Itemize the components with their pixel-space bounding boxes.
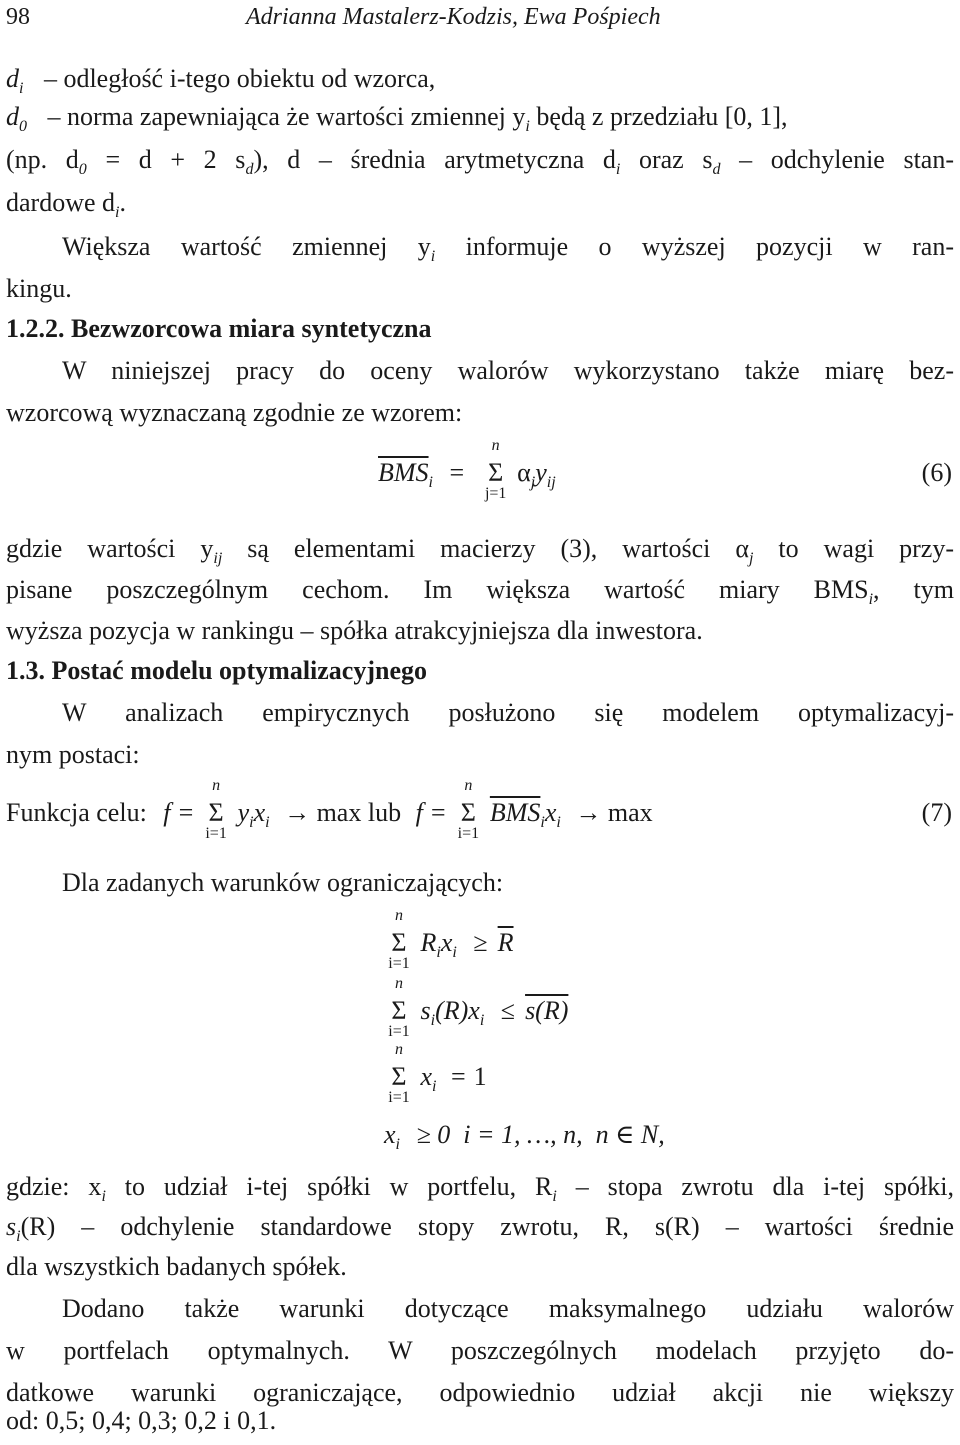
sum-operator: Σ n i=1 (388, 1041, 410, 1106)
sum-operator: Σ n i=1 (205, 777, 227, 842)
paragraph-4-line-2: nym postaci: (6, 740, 140, 769)
sum-operator: Σ n i=1 (388, 907, 410, 972)
constraint-4: $x_i \ge 0$ i = 1, …, n, n ∈ N, (384, 1120, 665, 1153)
paragraph-6-line-2: w portfelach optymalnych. W poszczególnych modelach przyjęto do- (6, 1336, 954, 1365)
constraint-2: Σ n i=1 $s_i(R)x_i \le s(R)$ (384, 994, 568, 1028)
equation-number-7: (7) (921, 798, 952, 827)
paragraph-1-end: kingu. (6, 274, 72, 303)
text-line-3: (np. $d_0 = d + 2$ $s_d$), d – średnia arytmetyczna $d_i$ oraz $s_d$ – odchylenie stan- (6, 145, 955, 178)
paragraph-6-line-4: od: 0,5; 0,4; 0,3; 0,2 i 0,1. (6, 1406, 277, 1435)
paragraph-2-line-2: wzorcową wyznaczaną zgodnie ze wzorem: (6, 398, 463, 427)
running-header: Adrianna Mastalerz-Kodzis, Ewa Pośpiech (246, 4, 661, 30)
sum-operator: Σ n i=1 (457, 777, 480, 842)
paragraph-1: Większa wartość zmiennej $y_i$ informuje o wyższej pozycji w ran- (62, 232, 954, 265)
paragraph-2-line-1: W niniejszej pracy do oceny walorów wykorzystano także miarę bez- (62, 356, 954, 385)
equation-number-6: (6) (921, 458, 952, 487)
constraints-intro: Dla zadanych warunków ograniczających: (62, 868, 504, 897)
paragraph-4-line-1: W analizach empirycznych posłużono się modelem optymalizacyj- (62, 698, 954, 727)
paragraph-6-line-1: Dodano także warunki dotyczące maksymalnego udziału walorów (62, 1294, 954, 1323)
paragraph-5-line-1: gdzie: $x_i$ to udział i-tej spółki w portfelu, $R_i$ – stopa zwrotu dla i-tej spółki, (6, 1172, 955, 1205)
paragraph-3-line-3: wyższa pozycja w rankingu – spółka atrakcyjniejsza dla inwestora. (6, 616, 703, 645)
paragraph-5-line-3: dla wszystkich badanych spółek. (6, 1252, 347, 1281)
text-line-4: dardowe $d_i$. (6, 188, 126, 221)
section-heading-1-2-2: 1.2.2. Bezwzorcowa miara syntetyczna (6, 314, 432, 343)
section-heading-1-3: 1.3. Postać modelu optymalizacyjnego (6, 656, 428, 685)
definition-d0: $d_0$ – norma zapewniająca że wartości zmiennej $y_i$ będą z przedziału [0, 1], (6, 102, 788, 135)
constraint-1: Σ n i=1 $R_ix_i \ge \overline{R}$ (384, 926, 514, 960)
paragraph-3-line-2: pisane poszczególnym cechom. Im większa wartość miary $BMS_i$, tym (6, 575, 954, 608)
sum-operator: Σ n j=1 (484, 437, 507, 502)
paragraph-6-line-3: datkowe warunki ograniczające, odpowiednio udział akcji nie większy (6, 1378, 954, 1407)
constraint-3: Σ n i=1 $x_i = 1$ (384, 1060, 487, 1094)
equation-7: Funkcja celu: f = Σ n i=1 $y_ix_i \to \max$ lub f = Σ n i=1 $\overline{BMS}_ix_i \to \max$ (6, 777, 653, 842)
equation-6: $\overline{BMS}_i = \Sigma$ n j=1 $\alpha_jy_{ij}$ (378, 437, 556, 502)
paragraph-3-line-1: gdzie wartości $y_{ij}$ są elementami macierzy (3), wartości $\alpha_j$ to wagi przy- (6, 534, 955, 567)
paragraph-5-line-2: $s_i(R)$ – odchylenie standardowe stopy zwrotu, R, s(R) – wartości średnie (6, 1212, 954, 1245)
page-number: 98 (6, 4, 30, 30)
sum-operator: Σ n i=1 (388, 975, 410, 1040)
definition-di: $d_i$ – odległość i-tego obiektu od wzorca, (6, 64, 436, 97)
